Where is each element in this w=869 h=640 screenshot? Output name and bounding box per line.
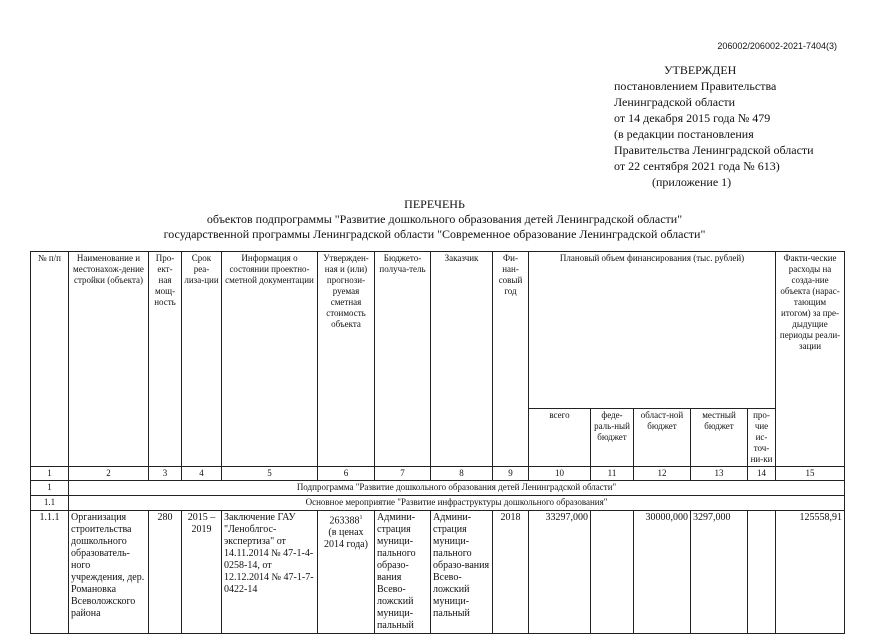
header-year: Фи-нан-совый год [493,252,529,467]
approval-heading: УТВЕРЖДЕН [664,63,737,77]
subprogram-num: 1 [31,481,69,496]
column-number: 2 [69,467,149,481]
column-number: 3 [149,467,182,481]
header-num: № п/п [31,252,69,467]
row-docs: Заключение ГАУ "Леноблгос-экспертиза" от 14.11.2014 № 47-1-4-0258-14, от 12.12.2014 № 47-1-7-0422-14 [222,511,318,634]
header-financing: Плановый объем финансирования (тыс. рублей) [529,252,776,409]
approval-line: Правительства Ленинградской области [614,143,814,157]
appendix-label: (приложение 1) [652,175,732,189]
column-number: 10 [529,467,591,481]
approval-line: постановлением Правительства [614,79,777,93]
header-local: местный бюджет [691,409,748,467]
title-line-3: государственной программы Ленинградской области "Современное образование Ленинградской области" [163,227,706,241]
column-number: 1 [31,467,69,481]
subprogram-label: Подпрограмма "Развитие дошкольного образования детей Ленинградской области" [69,481,845,496]
column-number: 11 [591,467,634,481]
approval-line: (в редакции постановления [614,127,754,141]
column-number: 9 [493,467,529,481]
approval-line: Ленинградской области [614,95,736,109]
header-capacity: Про-ект-ная мощ-ность [149,252,182,467]
column-number: 5 [222,467,318,481]
row-total: 33297,000 [529,511,591,634]
row-num: 1.1.1 [31,511,69,634]
row-recipient: Админи-страция муници-пального образо-вания Всево-ложский муници-пальный [375,511,431,634]
column-number: 13 [691,467,748,481]
document-title [0,197,869,242]
column-number: 14 [748,467,776,481]
main-activity-num: 1.1 [31,496,69,511]
column-number: 4 [182,467,222,481]
column-number: 7 [375,467,431,481]
row-customer: Админи-страция муници-пального образо-вания Всево-ложский муници-пальный [431,511,493,634]
row-cost-value: 263388 [329,515,360,527]
column-number: 8 [431,467,493,481]
subprogram-row [31,481,845,496]
header-federal: феде-раль-ный бюджет [591,409,634,467]
row-capacity: 280 [149,511,182,634]
row-local: 3297,000 [691,511,748,634]
row-period: 2015 – 2019 [182,511,222,634]
row-object-name: Организация строительства дошкольного образователь-ного учреждения, дер. Романовка Всеволожского района [69,511,149,634]
title-line-1: ПЕРЕЧЕНЬ [404,197,465,211]
row-cost-note: (в ценах 2014 года) [324,527,368,551]
header-name: Наименование и местонахож-дение стройки (объекта) [69,252,149,467]
header-total: всего [529,409,591,467]
row-cost [318,511,375,634]
header-regional: област-ной бюджет [634,409,691,467]
header-actual: Факти-ческие расходы на созда-ние объекта (нарас-тающим итогом) за пре-дыдущие периоды реали-зации [776,252,845,467]
header-row [31,252,845,409]
header-other: про-чие ис-точ-ни-ки [748,409,776,467]
title-line-2: объектов подпрограммы "Развитие дошкольного образования детей Ленинградской области" [206,212,683,226]
main-activity-row [31,496,845,511]
row-other [748,511,776,634]
row-regional: 30000,000 [634,511,691,634]
column-number: 6 [318,467,375,481]
column-number: 12 [634,467,691,481]
document-code: 206002/206002-2021-7404(3) [717,41,837,51]
header-cost: Утвержден-ная и (или) прогнози-руемая сметная стоимость объекта [318,252,375,467]
header-customer: Заказчик [431,252,493,467]
main-activity-label: Основное мероприятие "Развитие инфраструктуры дошкольного образования" [69,496,845,511]
objects-table [30,251,845,634]
row-cost-footnote: 1 [359,515,363,521]
column-number-row [31,467,845,481]
table-row [31,511,845,634]
row-actual: 125558,91 [776,511,845,634]
column-number: 15 [776,467,845,481]
approval-line: от 14 декабря 2015 года № 479 [614,111,771,125]
approval-line: от 22 сентября 2021 года № 613) [614,159,780,173]
header-period: Срок реа-лиза-ции [182,252,222,467]
row-federal [591,511,634,634]
row-year: 2018 [493,511,529,634]
header-recipient: Бюджето-получа-тель [375,252,431,467]
approval-block [614,62,854,190]
header-docs: Информация о состоянии проектно-сметной документации [222,252,318,467]
